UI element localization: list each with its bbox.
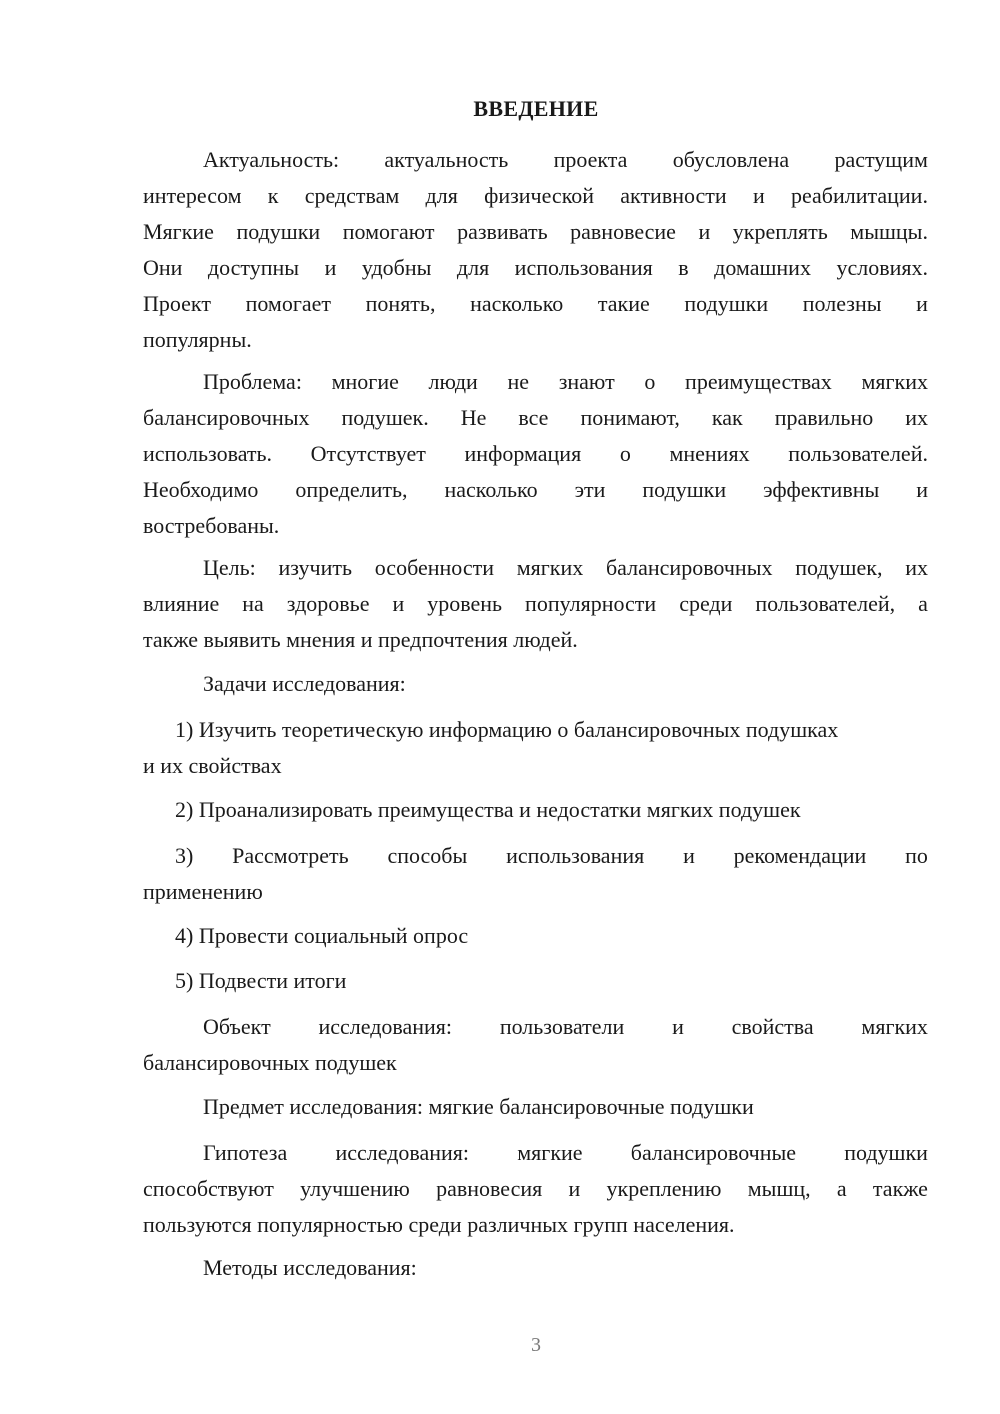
word: балансировочных	[143, 405, 310, 430]
text-line	[143, 1171, 928, 1207]
word: Отсутствует	[310, 441, 426, 466]
word: подушек,	[795, 555, 883, 580]
text-line	[143, 250, 928, 286]
word: люди	[428, 369, 478, 394]
word: помогает	[245, 291, 332, 316]
word: равновесие	[570, 219, 676, 244]
word: улучшению	[300, 1176, 410, 1201]
text-line	[143, 586, 928, 622]
word: использовать.	[143, 441, 273, 466]
word: насколько	[470, 291, 564, 316]
task-item-2-text: 2) Проанализировать преимущества и недостатки мягких подушек	[175, 797, 801, 822]
word: мягких	[861, 1014, 928, 1039]
word: для	[456, 255, 490, 280]
text-line	[143, 1135, 928, 1171]
word: и	[698, 219, 711, 244]
word: их	[905, 555, 928, 580]
word: не	[507, 369, 530, 394]
word: обусловлена	[672, 147, 790, 172]
word: подушки	[844, 1140, 928, 1165]
text-line	[143, 400, 928, 436]
word: и	[752, 183, 765, 208]
word: как	[711, 405, 743, 430]
word: и	[568, 1176, 581, 1201]
word: мягких	[861, 369, 928, 394]
text-line	[143, 364, 928, 400]
word: укреплять	[732, 219, 828, 244]
word: мнениях	[669, 441, 750, 466]
word: влияние	[143, 591, 220, 616]
word: понимают,	[580, 405, 680, 430]
word: укреплению	[606, 1176, 722, 1201]
word: равновесия	[436, 1176, 543, 1201]
word: Проблема:	[203, 369, 302, 394]
text-line	[143, 1009, 928, 1045]
word: подушки	[642, 477, 727, 502]
word: информация	[464, 441, 582, 466]
word: насколько	[444, 477, 538, 502]
paragraph-relevance	[143, 142, 928, 358]
word: на	[242, 591, 264, 616]
word: исследования:	[318, 1014, 453, 1039]
text-line: популярны.	[143, 327, 252, 352]
task-item-5	[143, 963, 928, 999]
text-line	[143, 214, 928, 250]
paragraph-goal	[143, 550, 928, 658]
word: свойства	[731, 1014, 814, 1039]
word: домашних	[714, 255, 811, 280]
word: исследования:	[335, 1140, 470, 1165]
word: подушек.	[341, 405, 429, 430]
task-item-1	[143, 712, 928, 784]
word: такие	[597, 291, 650, 316]
word: доступны	[207, 255, 300, 280]
word: средствам	[304, 183, 400, 208]
text-line	[143, 838, 928, 874]
word: их	[905, 405, 928, 430]
tasks-heading-text: Задачи исследования:	[203, 671, 406, 696]
text-line	[143, 178, 928, 214]
task-item-5-text: 5) Подвести итоги	[175, 968, 347, 993]
word: знают	[558, 369, 615, 394]
word: определить,	[295, 477, 408, 502]
word: 3)	[175, 843, 194, 868]
word: по	[905, 843, 928, 868]
text-line	[143, 286, 928, 322]
word: к	[267, 183, 279, 208]
subject-text: Предмет исследования: мягкие балансировочные подушки	[203, 1094, 754, 1119]
word: способствуют	[143, 1176, 274, 1201]
word: растущим	[834, 147, 928, 172]
page-title: ВВЕДЕНИЕ	[473, 96, 599, 121]
word: мягкие	[517, 1140, 583, 1165]
text-line	[143, 142, 928, 178]
text-line	[143, 472, 928, 508]
word: мышц,	[747, 1176, 811, 1201]
word: физической	[484, 183, 595, 208]
word: и	[683, 843, 695, 868]
methods-heading-text: Методы исследования:	[203, 1255, 417, 1280]
word: понять,	[365, 291, 436, 316]
text-line: 1) Изучить теоретическую информацию о балансировочных подушках	[175, 717, 839, 742]
word: Мягкие	[143, 219, 214, 244]
word: мышцы.	[850, 219, 928, 244]
task-item-3	[143, 838, 928, 910]
word: пользователей,	[755, 591, 896, 616]
task-item-4	[143, 918, 928, 954]
word: Проект	[143, 291, 211, 316]
word: в	[678, 255, 689, 280]
word: реабилитации.	[790, 183, 928, 208]
word: уровень	[427, 591, 503, 616]
word: Не	[460, 405, 487, 430]
word: полезны	[802, 291, 882, 316]
word: Цель:	[203, 555, 256, 580]
word: преимуществах	[685, 369, 832, 394]
word: актуальность	[384, 147, 509, 172]
word: о	[619, 441, 631, 466]
text-line: пользуются популярностью среди различных групп населения.	[143, 1212, 735, 1237]
word: Необходимо	[143, 477, 259, 502]
word: балансировочных	[605, 555, 773, 580]
text-line: востребованы.	[143, 513, 280, 538]
text-line	[143, 550, 928, 586]
word: мягких	[516, 555, 584, 580]
word: Гипотеза	[203, 1140, 288, 1165]
methods-heading	[143, 1250, 928, 1286]
word: особенности	[374, 555, 494, 580]
word: среди	[679, 591, 733, 616]
word: о	[644, 369, 656, 394]
word: проекта	[553, 147, 628, 172]
tasks-heading	[143, 666, 928, 702]
word: и	[392, 591, 405, 616]
text-line: применению	[143, 879, 263, 904]
paragraph-subject	[143, 1089, 928, 1125]
word: а	[836, 1176, 847, 1201]
word: эти	[574, 477, 606, 502]
page-number: 3	[531, 1334, 541, 1356]
word: для	[425, 183, 458, 208]
word: использования	[514, 255, 653, 280]
word: также	[872, 1176, 928, 1201]
word: и	[916, 477, 928, 502]
word: и	[916, 291, 928, 316]
word: Объект	[203, 1014, 271, 1039]
word: пользователей.	[788, 441, 928, 466]
word: удобны	[361, 255, 432, 280]
word: эффективны	[763, 477, 880, 502]
word: Они	[143, 255, 183, 280]
text-line: также выявить мнения и предпочтения людей.	[143, 627, 578, 652]
word: многие	[331, 369, 399, 394]
word: условиях.	[836, 255, 928, 280]
word: Актуальность:	[203, 147, 340, 172]
word: рекомендации	[733, 843, 867, 868]
word: использования	[506, 843, 645, 868]
task-item-4-text: 4) Провести социальный опрос	[175, 923, 469, 948]
word: все	[518, 405, 549, 430]
task-item-2	[143, 792, 928, 828]
word: правильно	[774, 405, 874, 430]
paragraph-hypothesis	[143, 1135, 928, 1243]
word: а	[918, 591, 928, 616]
word: популярности	[525, 591, 657, 616]
text-line: балансировочных подушек	[143, 1050, 397, 1075]
text-line	[143, 436, 928, 472]
word: активности	[620, 183, 727, 208]
word: изучить	[278, 555, 353, 580]
word: балансировочные	[630, 1140, 797, 1165]
word: и	[324, 255, 337, 280]
word: подушки	[684, 291, 769, 316]
text-line: и их свойствах	[143, 753, 282, 778]
word: Рассмотреть	[232, 843, 349, 868]
word: здоровье	[286, 591, 370, 616]
word: помогают	[342, 219, 435, 244]
word: подушки	[236, 219, 321, 244]
word: развивать	[457, 219, 548, 244]
word: и	[672, 1014, 684, 1039]
word: пользователи	[499, 1014, 625, 1039]
paragraph-problem	[143, 364, 928, 544]
paragraph-object	[143, 1009, 928, 1081]
word: способы	[387, 843, 468, 868]
word: интересом	[143, 183, 242, 208]
